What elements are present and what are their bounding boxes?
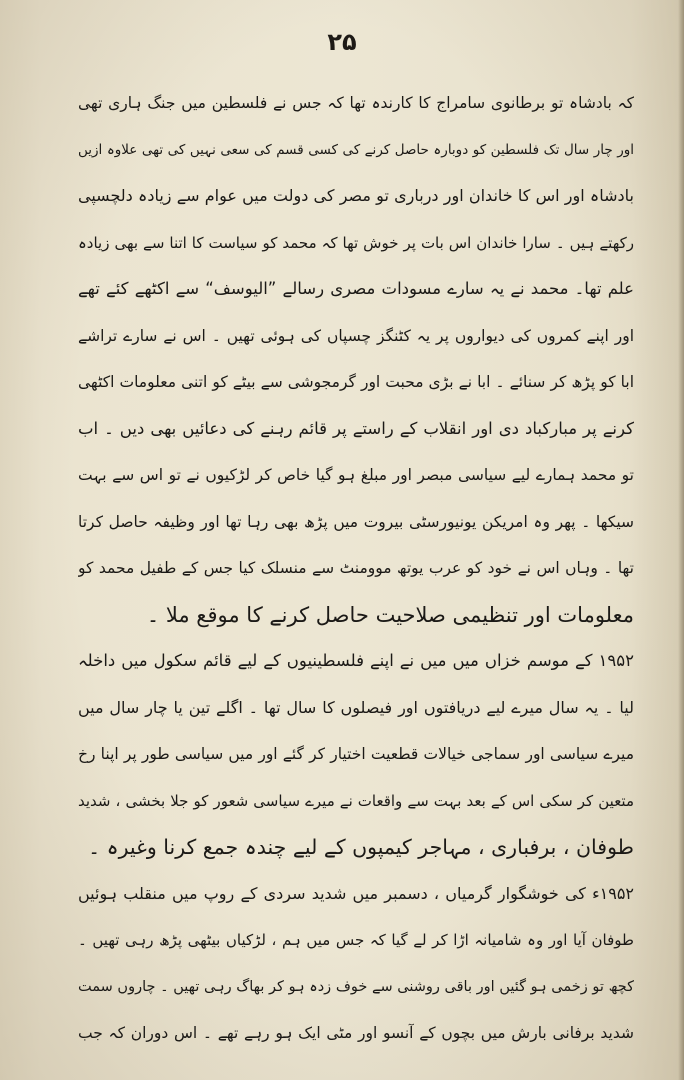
page-number: ۲۵ [327,28,357,56]
text-line: متعین کر سکی اس کے بعد بہت سے واقعات نے میرے سیاسی شعور کو جلا بخشی ، شدید [78,791,634,810]
text-line: لیا ۔ یہ سال میرے لیے دریافتوں اور فیصلوں کا سال تھا ۔ اگلے تین یا چار سال میں [78,697,634,717]
text-line: سیکھا ۔ پھر وہ امریکن یونیورسٹی بیروت میں پڑھ بھی رہا تھا اور وظیفہ حاصل کرتا [78,512,634,531]
text-line: کرنے پر مبارکباد دی اور انقلاب کے راستے پر قائم رہنے کی دعائیں بھی دیں ۔ اب [78,418,634,438]
text-line: کہ بادشاہ تو برطانوی سامراج کا کارندہ تھا کہ جس نے فلسطین میں جنگ ہاری تھی [78,94,634,112]
text-line: ابا کو پڑھ کر سنائے ۔ ابا نے بڑی محبت اور گرمجوشی سے بیٹے کو اتنی معلومات اکٹھی [78,373,634,391]
text-line: ۱۹۵۲ کے موسم خزاں میں میں نے اپنے فلسطینیوں کے لیے قائم سکول میں داخلہ [78,651,634,670]
body-text [78,80,634,1057]
text-line: رکھتے ہیں ۔ سارا خاندان اس بات پر خوش تھا کہ محمد کو سیاست کا اتنا سے بھی زیادہ [78,233,634,252]
page-edge-shadow [678,0,684,1080]
text-line: میرے سیاسی اور سماجی خیالات قطعیت اختیار کر گئے اور میں سیاسی طور پر اپنا رخ [78,745,634,763]
text-line: کچھ تو زخمی ہو گئیں اور باقی روشنی سے خوف زدہ ہو کر بھاگ رہی تھیں ۔ چاروں سمت [78,978,634,995]
text-line: ۱۹۵۲ء کی خوشگوار گرمیاں ، دسمبر میں شدید سردی کے روپ میں منقلب ہوئیں [78,883,634,903]
text-line: معلومات اور تنظیمی صلاحیت حاصل کرنے کا موقع ملا ۔ [146,602,634,627]
text-line: اور اپنے کمروں کی دیواروں پر یہ کٹنگز چسپاں کی ہوئی تھیں ۔ اس نے سارے تراشے [78,326,634,345]
text-line: علم تھا۔ محمد نے یہ سارے مسودات مصری رسالے ”الیوسف“ سے اکٹھے کئے تھے [78,279,634,298]
text-line: بادشاہ اور اس کا خاندان اور درباری تو مصر کی دولت میں عوام سے زیادہ دلچسپی [78,186,634,205]
text-line: طوفان آیا اور وہ شامیانہ اڑا کر لے گیا کہ جس میں ہم ، لڑکیاں بیٹھی پڑھ رہی تھیں ۔ [78,931,634,949]
text-line: تھا ۔ وہاں اس نے خود کو عرب یوتھ موومنٹ سے منسلک کیا جس کے طفیل محمد کو [78,559,634,577]
text-line: طوفان ، برفباری ، مہاجر کیمپوں کے لیے چندہ جمع کرنا وغیرہ ۔ [88,835,634,859]
text-line: شدید برفانی بارش میں بچوں کے آنسو اور مٹی ایک ہو رہے تھے ۔ اس دوران کہ جب [78,1024,634,1042]
text-line: اور چار سال تک فلسطین کو دوبارہ حاصل کرنے کی کسی قسم کی سعی نہیں کی تھی علاوہ ازیں [78,141,634,158]
text-line: تو محمد ہمارے لیے سیاسی مبصر اور مبلغ ہو گیا خاص کر لڑکیوں نے تو اس سے بہت [78,466,634,484]
